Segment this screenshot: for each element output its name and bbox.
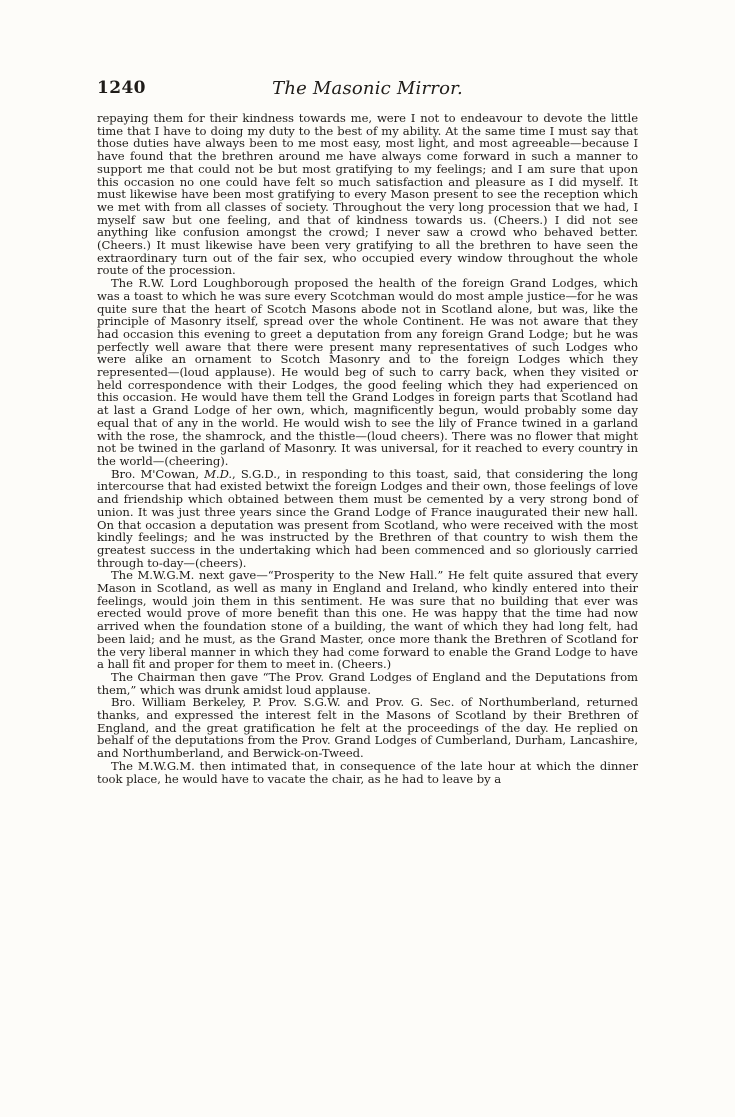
page-header [97,78,638,100]
mcowan-name: Bro. M'Cowan, [111,466,205,481]
paragraph-closing: The M.W.G.M. then intimated that, in consequence of the late hour at which the dinner took place, he would have to vacate the chair, as he had to leave by a [97,758,638,786]
running-title: The Masonic Mirror. [272,78,463,99]
paragraph-berkeley-reply: Bro. William Berkeley, P. Prov. S.G.W. and Prov. G. Sec. of Northumberland, returned thanks, and expressed the interest felt in the Masons of Scotland by their Brethren of England, and the great gratification he felt at the proceedings of the day. He replied on behalf of the deputations from the Prov. Grand Lodges of Cumberland, Durham, Lancashire, and Northumberland, and Berwick-on-Tweed. [97,695,638,761]
paragraph-chairman-toast: The Chairman then gave “The Prov. Grand Lodges of England and the Deputations from them,” which was drunk amidst loud applause. [97,669,638,697]
article-body [97,112,638,785]
paragraph-loughborough-toast: The R.W. Lord Loughborough proposed the health of the foreign Grand Lodges, which was a toast to which he was sure every Scotchman would do most ample justice—for he was quite sure that the heart of Scotch Masons abode not in Scotland alone, but was, like the principle of Masonry itself, spread over the whole Continent. He was not aware that they had occasion this evening to greet a deputation from any foreign Grand Lodge; but he was perfectly well aware that there were present many representatives of such Lodges who were alike an ornament to Scotch Masonry and to the foreign Lodges which they represented—(loud applause). He would beg of such to carry back, when they visited or held correspondence with their Lodges, the good feeling which they had experienced on this occasion. He would have them tell the Grand Lodges in foreign parts that Scotland had at last a Grand Lodge of her own, which, magnificently begun, would probably some day equal that of any in the world. He would wish to see the lily of France twined in a garland with the rose, the shamrock, and the thistle—(loud cheers). There was no flower that might not be twined in the garland of Masonry. It was universal, for it reached to every country in the world—(cheering). [97,276,638,468]
paragraph-new-hall-toast: The M.W.G.M. next gave—“Prosperity to the New Hall.” He felt quite assured that every Mason in Scotland, as well as many in England and Ireland, who kindly entered into their feelings, would join them in this sentiment. He was sure that no building that ever was erected would prove of more benefit than this one. He was happy that the time had now arrived when the foundation stone of a building, the want of which they had long felt, had been laid; and he must, as the Grand Master, once more thank the Brethren of Scotland for the very liberal manner in which they had come forward to enable the Grand Lodge to have a hall fit and proper for them to meet in. (Cheers.) [97,568,638,672]
page-number: 1240 [97,78,146,98]
document-page [97,78,638,785]
paragraph-mcowan-response [97,468,638,570]
mcowan-degree: M.D. [204,466,233,481]
mcowan-text: , S.G.D., in responding to this toast, said, that considering the long intercourse that had existed betwixt the foreign Lodges and their own, those feelings of love and friendship which obtained between them must be cemented by a very strong bond of union. It was just three years since the Grand Lodge of France inaugurated their new hall. On that occasion a deputation was present from Scotland, who were received with the most kindly feelings; and he was instructed by the Brethren of that country to wish them the greatest success in the undertaking which had been commenced and so gloriously carried through to-day—(cheers). [97,466,638,570]
paragraph-continuation: repaying them for their kindness towards me, were I not to endeavour to devote the little time that I have to doing my duty to the best of my ability. At the same time I must say that those duties have always been to me most easy, most light, and most agreeable—because I have found that the brethren around me have always come forward in such a manner to support me that could not be but most gratifying to my feelings; and I am sure that upon this occasion no one could have felt so much satisfaction and pleasure as I did myself. It must likewise have been most gratifying to every Mason present to see the reception which we met with from all classes of society. Throughout the very long procession that we had, I myself saw but one feeling, and that of kindness towards us. (Cheers.) I did not see anything like confusion amongst the crowd; I never saw a crowd who behaved better. (Cheers.) It must likewise have been very gratifying to all the brethren to have seen the extraordinary turn out of the fair sex, who occupied every window throughout the whole route of the procession. [97,111,638,278]
